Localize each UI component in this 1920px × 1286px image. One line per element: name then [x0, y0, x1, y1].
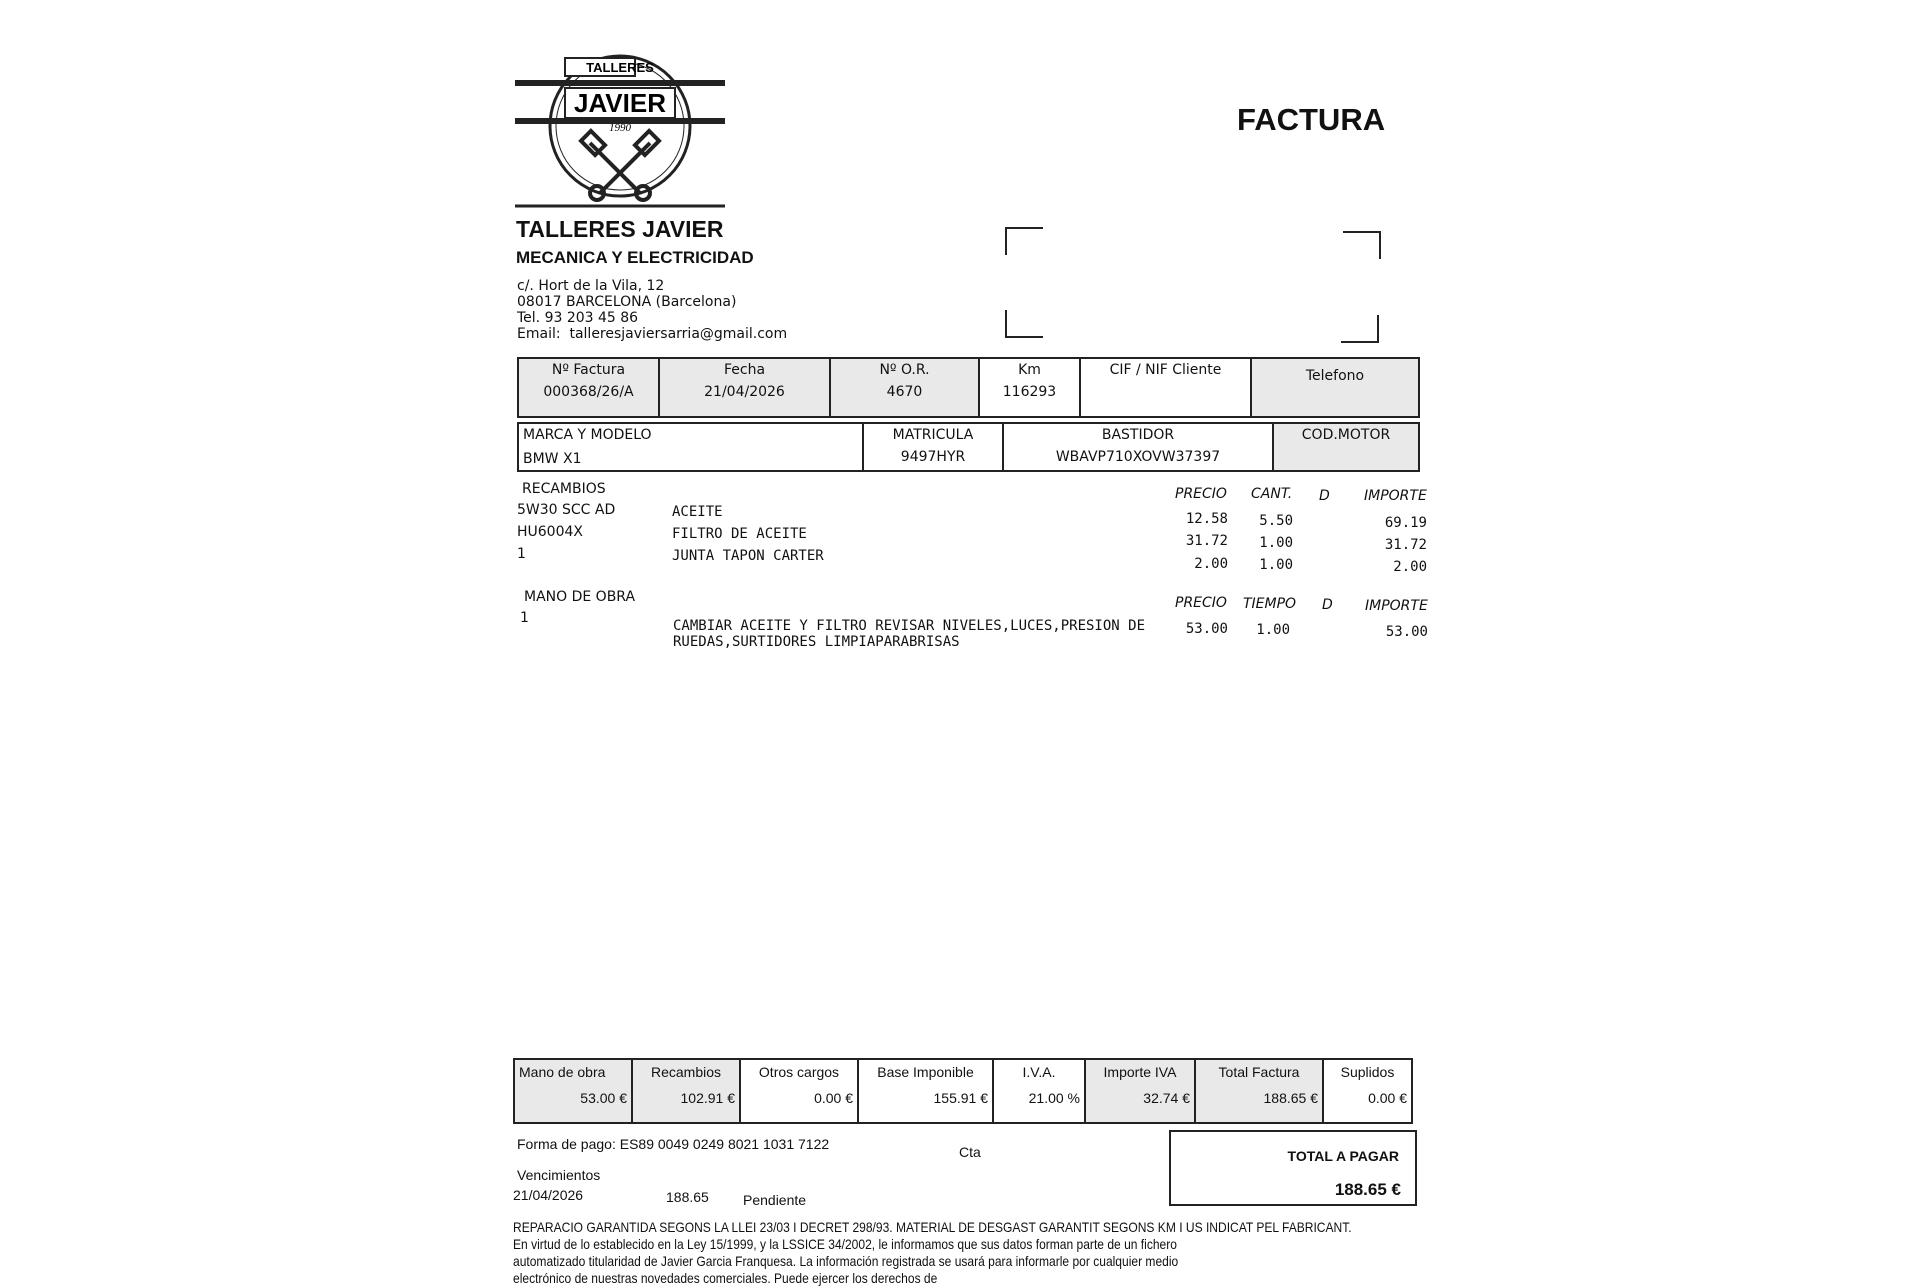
totals-table — [513, 1058, 1413, 1124]
total-invoice-cell: Total Factura 188.65 € — [1195, 1059, 1323, 1123]
document-title: FACTURA — [1237, 102, 1386, 137]
vehicle-chassis-value: WBAVP710XOVW37397 — [1055, 449, 1221, 465]
legal-privacy-text-3: electrónico de nuestras novedades comerciales. Puede ejercer los derechos de — [513, 1270, 938, 1286]
total-other-cell: Otros cargos 0.00 € — [740, 1059, 858, 1123]
vehicle-brand-cell — [518, 423, 863, 471]
total-supplies-cell: Suplidos 0.00 € — [1323, 1059, 1412, 1123]
part-qty: 1.00 — [1259, 557, 1293, 573]
part-price: 12.58 — [1185, 511, 1228, 527]
address-window-corner-br — [1341, 315, 1379, 343]
part-code: 5W30 SCC AD — [517, 502, 616, 518]
company-email: talleresjaviersarria@gmail.com — [569, 326, 788, 342]
company-logo — [515, 48, 725, 208]
labor-time: 1.00 — [1256, 622, 1290, 638]
vehicle-chassis-label: BASTIDOR — [1101, 427, 1175, 443]
total-base-cell: Base Imponible 155.91 € — [858, 1059, 993, 1123]
invoice-header-table — [517, 357, 1420, 418]
due-label: Vencimientos — [517, 1167, 601, 1183]
vehicle-engine-cell — [1273, 423, 1419, 471]
company-name: TALLERES JAVIER — [516, 216, 724, 242]
labor-desc-line2: RUEDAS,SURTIDORES LIMPIAPARABRISAS — [673, 634, 960, 650]
part-amount: 31.72 — [1384, 537, 1427, 553]
labor-col-amount: IMPORTE — [1365, 598, 1428, 614]
address-line-2: 08017 BARCELONA (Barcelona) — [517, 294, 737, 310]
part-price: 31.72 — [1185, 533, 1228, 549]
total-vat-rate-cell: I.V.A. 21.00 % — [993, 1059, 1085, 1123]
parts-col-amount: IMPORTE — [1364, 488, 1427, 504]
part-qty: 5.50 — [1259, 513, 1293, 529]
vehicle-plate-value: 9497HYR — [900, 449, 966, 465]
address-window-corner-bl — [1005, 310, 1043, 338]
vehicle-chassis-cell — [1003, 423, 1273, 471]
header-cell-work-order: Nº O.R. 4670 — [830, 358, 979, 417]
part-desc: FILTRO DE ACEITE — [672, 526, 807, 542]
header-cell-date: Fecha 21/04/2026 — [659, 358, 830, 417]
parts-col-qty: CANT. — [1251, 486, 1293, 502]
labor-price: 53.00 — [1185, 621, 1228, 637]
legal-privacy-text-2: automatizado titularidad de Javier Garcia Franquesa. La información registrada se usará para informarle por cualquier medio — [513, 1253, 1179, 1269]
labor-col-time: TIEMPO — [1243, 596, 1297, 612]
due-status: Pendiente — [743, 1192, 807, 1208]
parts-col-d: D — [1319, 488, 1330, 504]
header-cell-invoice-number: Nº Factura 000368/26/A — [518, 358, 659, 417]
svg-text:JAVIER: JAVIER — [574, 88, 666, 118]
part-code: HU6004X — [517, 524, 583, 540]
total-parts-cell: Recambios 102.91 € — [632, 1059, 740, 1123]
due-date: 21/04/2026 — [513, 1187, 584, 1203]
company-email-row — [517, 326, 787, 342]
part-code: 1 — [517, 546, 526, 562]
total-to-pay-value: 188.65 € — [1334, 1180, 1401, 1199]
svg-text:TALLERES: TALLERES — [586, 60, 654, 75]
vehicle-brand-label: MARCA Y MODELO — [523, 427, 652, 443]
payment-cta: Cta — [959, 1144, 981, 1160]
email-label: Email: — [517, 326, 561, 342]
part-desc: JUNTA TAPON CARTER — [672, 548, 824, 564]
total-vat-amount-cell: Importe IVA 32.74 € — [1085, 1059, 1195, 1123]
part-qty: 1.00 — [1259, 535, 1293, 551]
due-amount: 188.65 — [666, 1189, 709, 1205]
header-cell-phone: Telefono — [1251, 358, 1419, 417]
company-phone: Tel. 93 203 45 86 — [517, 310, 639, 326]
header-cell-km: Km 116293 — [979, 358, 1080, 417]
labor-amount: 53.00 — [1385, 624, 1428, 640]
labor-col-d: D — [1322, 597, 1333, 613]
payment-method-label: Forma de pago: — [517, 1136, 616, 1152]
total-to-pay-label: TOTAL A PAGAR — [1287, 1148, 1399, 1164]
vehicle-table — [517, 422, 1420, 472]
labor-col-price: PRECIO — [1175, 595, 1227, 611]
labor-desc-line1: CAMBIAR ACEITE Y FILTRO REVISAR NIVELES,LUCES,PRESION DE — [673, 618, 1146, 634]
part-price: 2.00 — [1194, 556, 1228, 572]
vehicle-plate-label: MATRICULA — [892, 427, 974, 443]
legal-privacy-text-1: En virtud de lo establecido en la Ley 15/1999, y la LSSICE 34/2002, le informamos que sus datos forman parte de un fichero — [513, 1236, 1177, 1252]
labor-code: 1 — [520, 610, 529, 626]
labor-section-label: MANO DE OBRA — [524, 589, 636, 605]
header-cell-client-id: CIF / NIF Cliente — [1080, 358, 1251, 417]
part-desc: ACEITE — [672, 504, 723, 520]
address-window-corner-tl — [1005, 227, 1043, 255]
total-labor-cell: Mano de obra 53.00 € — [514, 1059, 632, 1123]
svg-text:1990: 1990 — [609, 122, 631, 134]
company-subtitle: MECANICA Y ELECTRICIDAD — [516, 248, 754, 267]
part-amount: 2.00 — [1393, 559, 1427, 575]
total-to-pay-box — [1169, 1130, 1417, 1206]
vehicle-brand-value: BMW X1 — [523, 451, 582, 467]
parts-section-label: RECAMBIOS — [522, 481, 606, 497]
parts-col-price: PRECIO — [1175, 486, 1227, 502]
part-amount: 69.19 — [1384, 515, 1427, 531]
address-window-corner-tr — [1343, 231, 1381, 259]
vehicle-engine-label: COD.MOTOR — [1301, 427, 1391, 443]
payment-method-row — [517, 1136, 829, 1152]
vehicle-plate-cell — [863, 423, 1003, 471]
address-line-1: c/. Hort de la Vila, 12 — [517, 278, 665, 294]
legal-warranty-text: REPARACIO GARANTIDA SEGONS LA LLEI 23/03 I DECRET 298/93. MATERIAL DE DESGAST GARANTIT SEGONS KM I US INDICAT PEL FABRICANT. — [513, 1219, 1352, 1235]
payment-iban: ES89 0049 0249 8021 1031 7122 — [619, 1136, 830, 1152]
